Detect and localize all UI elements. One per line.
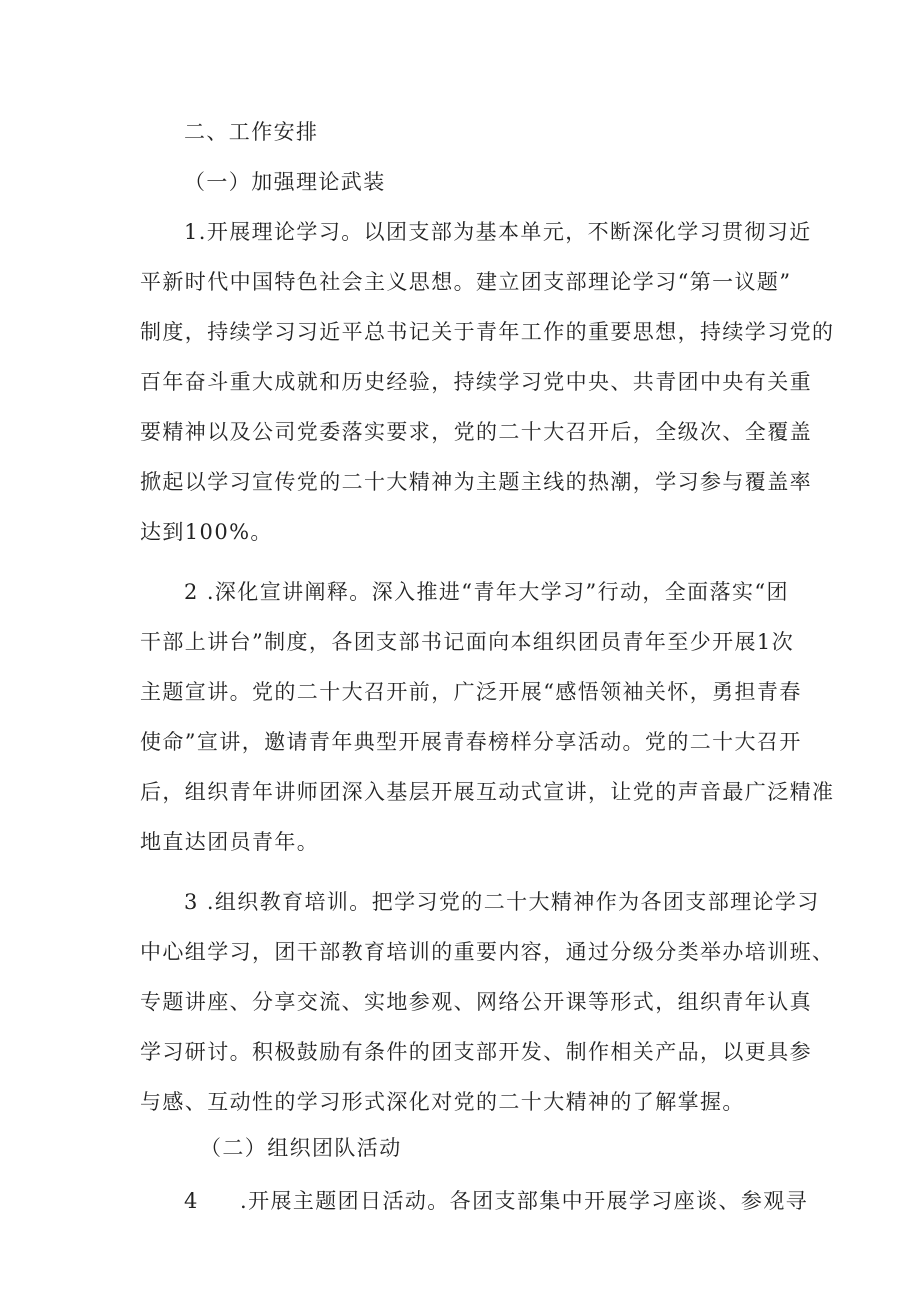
paragraph-number: 4 xyxy=(184,1189,199,1213)
paragraph-line: 达到100%。 xyxy=(140,520,273,544)
paragraph-line: 中心组学习，团干部教育培训的重要内容，通过分级分类举办培训班、 xyxy=(140,940,835,964)
paragraph-line: 地直达团员青年。 xyxy=(140,830,320,854)
paragraph-line: 百年奋斗重大成就和历史经验，持续学习党中央、共青团中央有关重 xyxy=(140,370,812,394)
paragraph-line: 1.开展理论学习。以团支部为基本单元，不断深化学习贯彻习近 xyxy=(184,220,812,244)
subsection-heading: （二）组织团队活动 xyxy=(200,1136,402,1160)
paragraph-line: 使命”宣讲，邀请青年典型开展青春榜样分享活动。党的二十大召开 xyxy=(140,730,802,754)
paragraph-line: 干部上讲台”制度，各团支部书记面向本组织团员青年至少开展1次 xyxy=(140,630,795,654)
paragraph-line: 与感、互动性的学习形式深化对党的二十大精神的了解掌握。 xyxy=(140,1090,745,1114)
paragraph-line: 主题宣讲。党的二十大召开前，广泛开展“感悟领袖关怀，勇担青春 xyxy=(140,680,802,704)
paragraph-line: 专题讲座、分享交流、实地参观、网络公开课等形式，组织青年认真 xyxy=(140,990,812,1014)
paragraph-line: .开展主题团日活动。各团支部集中开展学习座谈、参观寻 xyxy=(240,1189,809,1213)
paragraph-line: 掀起以学习宣传党的二十大精神为主题主线的热潮，学习参与覆盖率 xyxy=(140,470,812,494)
section-heading: 二、工作安排 xyxy=(184,120,319,144)
paragraph-line: 制度，持续学习习近平总书记关于青年工作的重要思想，持续学习党的 xyxy=(140,320,835,344)
paragraph-line: 要精神以及公司党委落实要求，党的二十大召开后，全级次、全覆盖 xyxy=(140,420,812,444)
paragraph-line: 3 .组织教育培训。把学习党的二十大精神作为各团支部理论学习 xyxy=(184,890,820,914)
paragraph-line: 平新时代中国特色社会主义思想。建立团支部理论学习“第一议题” xyxy=(140,270,792,294)
paragraph-line: 后，组织青年讲师团深入基层开展互动式宣讲，让党的声音最广泛精准 xyxy=(140,780,835,804)
paragraph-line: 2 .深化宣讲阐释。深入推进“青年大学习”行动，全面落实“团 xyxy=(184,580,789,604)
paragraph-line: 学习研讨。积极鼓励有条件的团支部开发、制作相关产品，以更具参 xyxy=(140,1040,812,1064)
subsection-heading: （一）加强理论武装 xyxy=(184,170,386,194)
